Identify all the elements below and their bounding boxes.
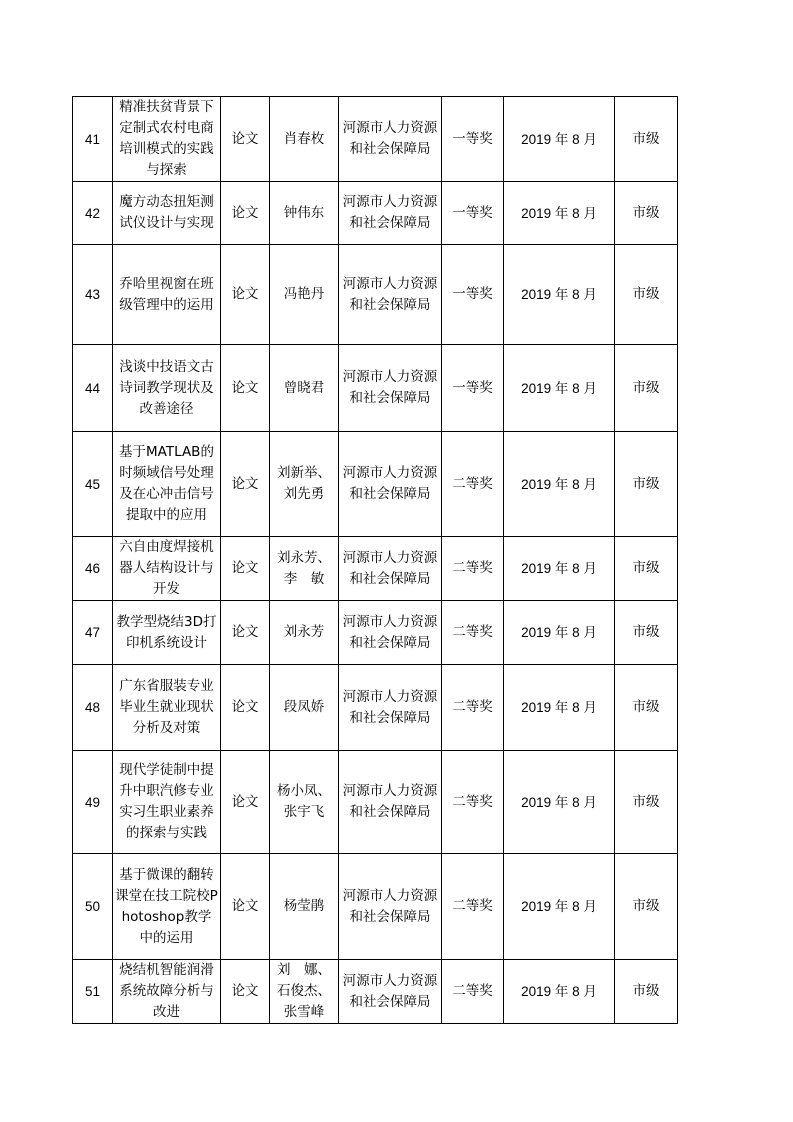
issuing-authority-cell: 河源市人力资源和社会保障局 (339, 960, 442, 1024)
award-date-cell: 2019 年 8 月 (504, 751, 615, 854)
award-date-cell: 2019 年 8 月 (504, 182, 615, 245)
work-type-cell: 论文 (221, 601, 270, 665)
award-level-cell: 二等奖 (442, 601, 504, 665)
paper-title-cell: 烧结机智能润滑系统故障分析与改进 (113, 960, 221, 1024)
level-cell: 市级 (615, 97, 678, 182)
work-type-cell: 论文 (221, 432, 270, 537)
award-level-cell: 一等奖 (442, 245, 504, 345)
issuing-authority-cell: 河源市人力资源和社会保障局 (339, 665, 442, 751)
row-number-cell: 50 (73, 854, 113, 960)
row-number-cell: 46 (73, 537, 113, 601)
award-level-cell: 二等奖 (442, 537, 504, 601)
work-type-cell: 论文 (221, 665, 270, 751)
issuing-authority-cell: 河源市人力资源和社会保障局 (339, 97, 442, 182)
issuing-authority-cell: 河源市人力资源和社会保障局 (339, 601, 442, 665)
table-row (73, 960, 678, 1024)
table-row (73, 345, 678, 432)
authors-cell: 杨小凤、张宇飞 (270, 751, 339, 854)
award-date-cell: 2019 年 8 月 (504, 432, 615, 537)
award-level-cell: 一等奖 (442, 182, 504, 245)
issuing-authority-cell: 河源市人力资源和社会保障局 (339, 245, 442, 345)
award-level-cell: 一等奖 (442, 345, 504, 432)
award-date-cell: 2019 年 8 月 (504, 97, 615, 182)
authors-cell: 刘 娜、石俊杰、张雪峰 (270, 960, 339, 1024)
level-cell: 市级 (615, 751, 678, 854)
work-type-cell: 论文 (221, 854, 270, 960)
paper-title-cell: 乔哈里视窗在班级管理中的运用 (113, 245, 221, 345)
issuing-authority-cell: 河源市人力资源和社会保障局 (339, 432, 442, 537)
paper-title-cell: 六自由度焊接机器人结构设计与开发 (113, 537, 221, 601)
award-date-cell: 2019 年 8 月 (504, 537, 615, 601)
level-cell: 市级 (615, 345, 678, 432)
table-row (73, 601, 678, 665)
row-number-cell: 49 (73, 751, 113, 854)
award-level-cell: 二等奖 (442, 960, 504, 1024)
award-date-cell: 2019 年 8 月 (504, 245, 615, 345)
work-type-cell: 论文 (221, 537, 270, 601)
award-date-cell: 2019 年 8 月 (504, 345, 615, 432)
authors-cell: 杨莹鹃 (270, 854, 339, 960)
level-cell: 市级 (615, 432, 678, 537)
table-row (73, 751, 678, 854)
award-date-cell: 2019 年 8 月 (504, 854, 615, 960)
table-row (73, 245, 678, 345)
issuing-authority-cell: 河源市人力资源和社会保障局 (339, 751, 442, 854)
authors-cell: 段凤娇 (270, 665, 339, 751)
paper-title-cell: 精准扶贫背景下定制式农村电商培训模式的实践与探索 (113, 97, 221, 182)
award-date-cell: 2019 年 8 月 (504, 665, 615, 751)
row-number-cell: 43 (73, 245, 113, 345)
authors-cell: 刘永芳 (270, 601, 339, 665)
row-number-cell: 48 (73, 665, 113, 751)
award-level-cell: 二等奖 (442, 432, 504, 537)
issuing-authority-cell: 河源市人力资源和社会保障局 (339, 854, 442, 960)
award-date-cell: 2019 年 8 月 (504, 601, 615, 665)
issuing-authority-cell: 河源市人力资源和社会保障局 (339, 345, 442, 432)
paper-title-cell: 基于MATLAB的时频域信号处理及在心冲击信号提取中的应用 (113, 432, 221, 537)
paper-title-cell: 广东省服装专业毕业生就业现状分析及对策 (113, 665, 221, 751)
paper-title-cell: 基于微课的翻转课堂在技工院校Photoshop教学中的运用 (113, 854, 221, 960)
issuing-authority-cell: 河源市人力资源和社会保障局 (339, 537, 442, 601)
table-row (73, 665, 678, 751)
work-type-cell: 论文 (221, 345, 270, 432)
paper-title-cell: 教学型烧结3D打印机系统设计 (113, 601, 221, 665)
work-type-cell: 论文 (221, 97, 270, 182)
authors-cell: 刘永芳、李 敏 (270, 537, 339, 601)
table-row (73, 854, 678, 960)
paper-title-cell: 魔方动态扭矩测试仪设计与实现 (113, 182, 221, 245)
level-cell: 市级 (615, 854, 678, 960)
authors-cell: 钟伟东 (270, 182, 339, 245)
paper-title-cell: 浅谈中技语文古诗词教学现状及改善途径 (113, 345, 221, 432)
authors-cell: 刘新举、刘先勇 (270, 432, 339, 537)
issuing-authority-cell: 河源市人力资源和社会保障局 (339, 182, 442, 245)
level-cell: 市级 (615, 665, 678, 751)
table-row (73, 97, 678, 182)
table-row (73, 182, 678, 245)
level-cell: 市级 (615, 960, 678, 1024)
row-number-cell: 45 (73, 432, 113, 537)
award-date-cell: 2019 年 8 月 (504, 960, 615, 1024)
row-number-cell: 44 (73, 345, 113, 432)
authors-cell: 肖春枚 (270, 97, 339, 182)
row-number-cell: 47 (73, 601, 113, 665)
row-number-cell: 41 (73, 97, 113, 182)
table-row (73, 432, 678, 537)
level-cell: 市级 (615, 537, 678, 601)
awards-table (72, 96, 678, 1024)
work-type-cell: 论文 (221, 960, 270, 1024)
row-number-cell: 51 (73, 960, 113, 1024)
authors-cell: 曾晓君 (270, 345, 339, 432)
table-row (73, 537, 678, 601)
work-type-cell: 论文 (221, 751, 270, 854)
level-cell: 市级 (615, 245, 678, 345)
award-level-cell: 二等奖 (442, 854, 504, 960)
work-type-cell: 论文 (221, 245, 270, 345)
work-type-cell: 论文 (221, 182, 270, 245)
row-number-cell: 42 (73, 182, 113, 245)
award-level-cell: 二等奖 (442, 665, 504, 751)
authors-cell: 冯艳丹 (270, 245, 339, 345)
award-level-cell: 二等奖 (442, 751, 504, 854)
level-cell: 市级 (615, 601, 678, 665)
paper-title-cell: 现代学徒制中提升中职汽修专业实习生职业素养的探索与实践 (113, 751, 221, 854)
award-level-cell: 一等奖 (442, 97, 504, 182)
level-cell: 市级 (615, 182, 678, 245)
